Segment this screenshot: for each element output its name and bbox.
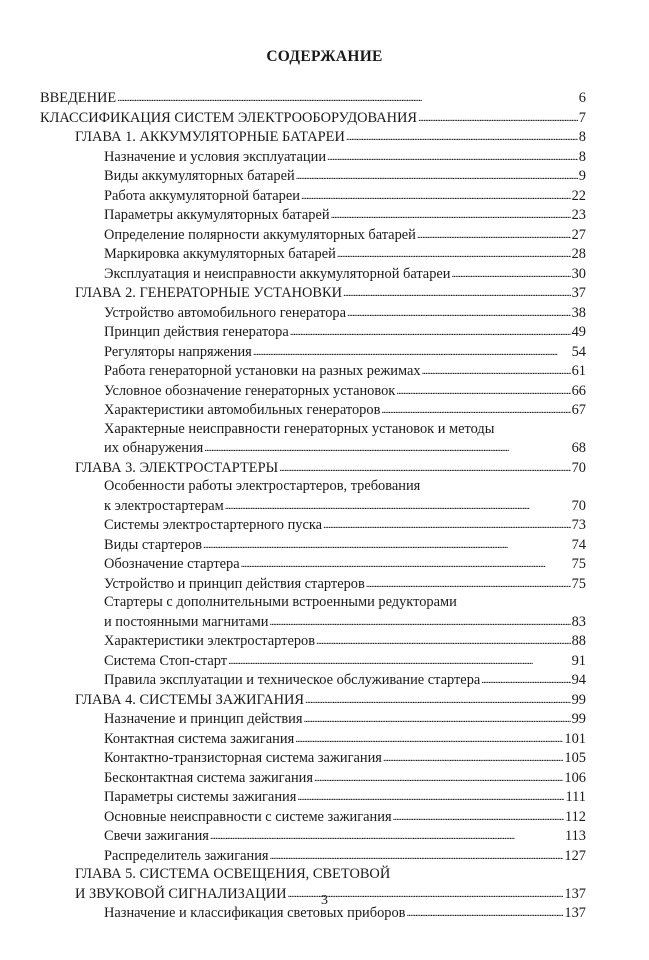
toc-item-title-line: Стартеры с дополнительными встроенными редукторами xyxy=(104,594,457,610)
toc-item xyxy=(0,846,649,866)
toc-page-number: 27 xyxy=(571,226,586,243)
dot-leader xyxy=(327,147,578,167)
dot-leader xyxy=(418,108,578,128)
toc-page-number: 67 xyxy=(571,402,586,418)
toc-item-title-line: Особенности работы электростартеров, требования xyxy=(104,478,421,494)
dot-leader xyxy=(305,690,571,710)
dot-leader xyxy=(316,631,571,651)
toc-item xyxy=(0,420,649,458)
toc-page-number: 66 xyxy=(571,382,586,399)
toc-item xyxy=(0,709,649,729)
toc-item xyxy=(0,787,649,807)
dot-leader xyxy=(451,264,570,284)
dot-leader xyxy=(269,612,570,632)
toc-item xyxy=(0,147,649,167)
toc-page-number: 28 xyxy=(571,246,586,262)
toc-item-title: Система Стоп-старт xyxy=(104,652,228,669)
page-number: 3 xyxy=(321,893,328,908)
toc-item-title: Характеристики автомобильных генераторов xyxy=(104,402,381,418)
toc-item-title: ГЛАВА 2. ГЕНЕРАТОРНЫЕ УСТАНОВКИ xyxy=(75,285,342,301)
toc-item-title: Виды аккумуляторных батарей xyxy=(104,168,295,184)
toc-item xyxy=(0,244,649,264)
toc-page-number: 54 xyxy=(571,343,586,360)
toc-item xyxy=(0,342,649,362)
toc-item xyxy=(0,670,649,690)
toc-page-number: 8 xyxy=(578,129,586,145)
dot-leader xyxy=(347,303,571,323)
toc-item-title: Основные неисправности с системе зажигания xyxy=(104,808,392,825)
toc-page-number: 37 xyxy=(571,285,586,301)
toc-item xyxy=(0,729,649,749)
toc-item xyxy=(0,535,649,555)
dot-leader xyxy=(228,651,571,671)
toc-page-number: 106 xyxy=(564,769,586,786)
toc-item xyxy=(0,631,649,651)
toc-page-number: 38 xyxy=(571,304,586,321)
dot-leader xyxy=(422,361,571,381)
toc-item xyxy=(0,515,649,535)
dot-leader xyxy=(253,342,571,362)
toc-item xyxy=(0,807,649,827)
toc-item xyxy=(0,225,649,245)
toc-item-title-line: Характерные неисправности генераторных установок и методы xyxy=(104,420,495,437)
toc-item-title: Контактная система зажигания xyxy=(104,730,295,747)
dot-leader xyxy=(241,554,571,574)
toc-page-number: 68 xyxy=(571,440,586,456)
toc-page-number: 94 xyxy=(571,672,586,688)
dot-leader xyxy=(279,458,570,478)
toc-item-title: Правила эксплуатации и техническое обслуживание стартера xyxy=(104,672,481,688)
toc-item-title: Обозначение стартера xyxy=(104,556,240,572)
toc-page-number: 83 xyxy=(571,613,586,630)
toc-item-title: Эксплуатация и неисправности аккумуляторной батареи xyxy=(104,265,451,282)
dot-leader xyxy=(314,768,563,788)
toc-item xyxy=(0,768,649,788)
toc-page-number: 75 xyxy=(571,575,586,592)
toc-item xyxy=(0,166,649,186)
toc-page-number: 70 xyxy=(571,459,586,476)
toc-item xyxy=(0,205,649,225)
toc-item-title: Определение полярности аккумуляторных батарей xyxy=(104,226,416,243)
toc-page-number: 99 xyxy=(571,691,586,708)
dot-leader xyxy=(366,574,571,594)
toc-item-title: Бесконтактная система зажигания xyxy=(104,769,313,786)
toc-item-title: ВВЕДЕНИЕ xyxy=(40,90,117,106)
dot-leader xyxy=(304,709,571,729)
toc-page-number: 127 xyxy=(564,847,586,864)
dot-leader xyxy=(337,244,571,264)
toc-page-number: 75 xyxy=(571,556,586,572)
toc-item-title: КЛАССИФИКАЦИЯ СИСТЕМ ЭЛЕКТРООБОРУДОВАНИЯ xyxy=(40,109,418,126)
dot-leader xyxy=(343,283,571,303)
dot-leader xyxy=(210,826,564,846)
toc-item-title: Устройство и принцип действия стартеров xyxy=(104,575,365,592)
toc-item-title: Назначение и условия эксплуатации xyxy=(104,148,327,165)
dot-leader xyxy=(393,807,564,827)
dot-leader xyxy=(396,381,570,401)
toc-page-number: 7 xyxy=(578,109,586,126)
dot-leader xyxy=(290,322,571,342)
toc-section xyxy=(0,108,649,128)
page-title: СОДЕРЖАНИЕ xyxy=(266,48,383,65)
toc-item-title: Работа генераторной установки на разных режимах xyxy=(104,363,421,379)
dot-leader xyxy=(225,496,571,516)
toc-chapter xyxy=(0,283,649,303)
toc-item-title: Параметры аккумуляторных батарей xyxy=(104,207,330,223)
toc-item-title: Маркировка аккумуляторных батарей xyxy=(104,246,336,262)
toc-item-title: Виды стартеров xyxy=(104,536,202,553)
toc-page-number: 111 xyxy=(565,789,586,805)
toc-item-title: Распределитель зажигания xyxy=(104,847,269,864)
toc-item-title: Принцип действия генератора xyxy=(104,324,289,340)
dot-leader xyxy=(301,186,571,206)
dot-leader xyxy=(270,846,564,866)
toc-section xyxy=(0,88,649,108)
toc-item-title: Условное обозначение генераторных установок xyxy=(104,382,396,399)
toc-chapter xyxy=(0,690,649,710)
toc-item-title: Регуляторы напряжения xyxy=(104,343,252,360)
toc-page-number: 91 xyxy=(571,652,586,669)
dot-leader xyxy=(346,127,578,147)
toc-item xyxy=(0,186,649,206)
toc-page-number: 101 xyxy=(564,730,586,747)
toc-item-title: Контактно-транзисторная система зажигания xyxy=(104,750,382,766)
toc-item xyxy=(0,477,649,515)
toc-page-number: 74 xyxy=(571,536,586,553)
toc-page-number: 49 xyxy=(571,324,586,340)
toc-item-title: Свечи зажигания xyxy=(104,828,209,844)
toc-item xyxy=(0,400,649,420)
toc-page-number: 8 xyxy=(578,148,586,165)
toc-chapter xyxy=(0,127,649,147)
toc-page-number: 30 xyxy=(571,265,586,282)
toc-item xyxy=(0,826,649,846)
toc-item xyxy=(0,554,649,574)
dot-leader xyxy=(204,438,570,458)
toc-item-title: Назначение и принцип действия xyxy=(104,711,303,727)
dot-leader xyxy=(295,729,563,749)
toc-item-title: ГЛАВА 4. СИСТЕМЫ ЗАЖИГАНИЯ xyxy=(75,691,304,708)
toc-item xyxy=(0,748,649,768)
toc-page-number: 105 xyxy=(564,750,586,766)
toc-page-number: 22 xyxy=(571,187,586,204)
dot-leader xyxy=(381,400,570,420)
toc-item-title: ГЛАВА 1. АККУМУЛЯТОРНЫЕ БАТАРЕИ xyxy=(75,129,345,145)
toc-page-number: 61 xyxy=(571,363,586,379)
toc-item-title: Назначение и классификация световых приборов xyxy=(104,905,406,921)
table-of-contents xyxy=(0,88,649,923)
toc-page-number: 73 xyxy=(571,517,586,533)
toc-item xyxy=(0,264,649,284)
toc-page-number: 23 xyxy=(571,207,586,223)
toc-item-title: к электростартерам xyxy=(104,497,224,514)
toc-page-number: 137 xyxy=(564,905,586,921)
dot-leader xyxy=(297,787,564,807)
toc-page-number: 9 xyxy=(578,168,586,184)
toc-item-title: ГЛАВА 3. ЭЛЕКТРОСТАРТЕРЫ xyxy=(75,459,279,476)
toc-page-number: 137 xyxy=(564,885,586,902)
toc-item xyxy=(0,361,649,381)
toc-chapter xyxy=(0,458,649,478)
toc-item-title: Системы электростартерного пуска xyxy=(104,517,323,533)
toc-page-number: 112 xyxy=(564,808,586,825)
toc-item-title: и постоянными магнитами xyxy=(104,613,269,630)
dot-leader xyxy=(331,205,571,225)
dot-leader xyxy=(417,225,571,245)
toc-page-number: 70 xyxy=(571,497,586,514)
toc-item-title: их обнаружения xyxy=(104,440,204,456)
toc-page-number: 113 xyxy=(564,828,586,844)
toc-item xyxy=(0,651,649,671)
toc-item-title: Устройство автомобильного генератора xyxy=(104,304,346,321)
dot-leader xyxy=(323,515,571,535)
toc-item-title: Параметры системы зажигания xyxy=(104,789,297,805)
toc-item-title: Характеристики электростартеров xyxy=(104,633,316,649)
toc-item xyxy=(0,381,649,401)
dot-leader xyxy=(203,535,571,555)
dot-leader xyxy=(481,670,570,690)
toc-page-number: 88 xyxy=(571,633,586,649)
toc-item-title-line: ГЛАВА 5. СИСТЕМА ОСВЕЩЕНИЯ, СВЕТОВОЙ xyxy=(75,866,391,882)
toc-item xyxy=(0,303,649,323)
toc-item-title: И ЗВУКОВОЙ СИГНАЛИЗАЦИИ xyxy=(75,885,287,902)
toc-item xyxy=(0,574,649,594)
toc-item xyxy=(0,593,649,631)
toc-item xyxy=(0,322,649,342)
toc-page-number: 99 xyxy=(571,711,586,727)
dot-leader xyxy=(296,166,578,186)
toc-page-number: 6 xyxy=(578,90,586,106)
dot-leader xyxy=(117,88,578,108)
dot-leader xyxy=(383,748,564,768)
toc-item-title: Работа аккумуляторной батареи xyxy=(104,187,300,204)
